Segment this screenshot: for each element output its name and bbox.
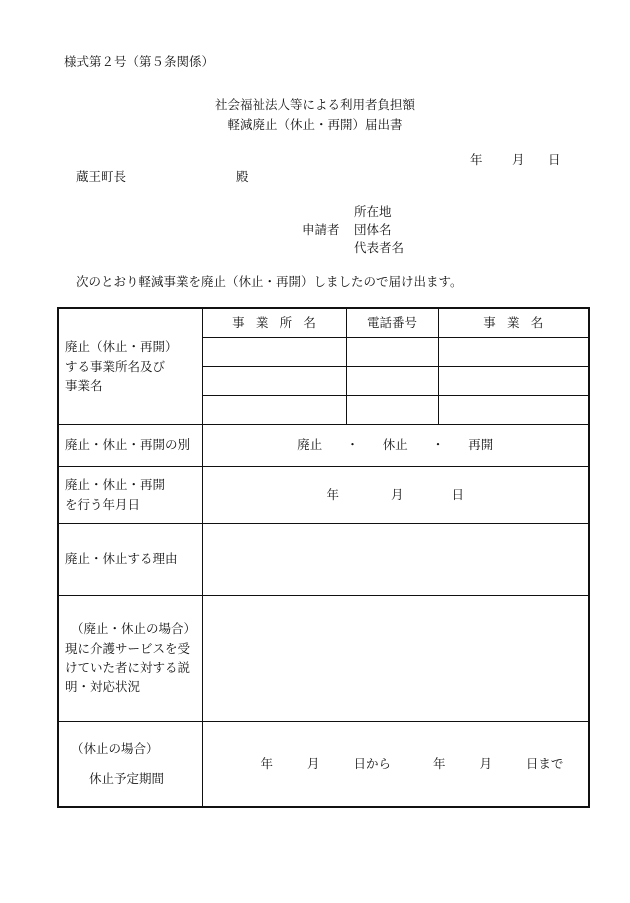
type-option-suspend[interactable]: 休止 <box>382 437 408 453</box>
phone-input[interactable] <box>346 337 438 366</box>
action-date-month: 月 <box>390 486 404 502</box>
period-label-cell <box>58 721 202 807</box>
date-label-line: 廃止・休止・再開 <box>65 477 166 493</box>
office-name-input[interactable] <box>202 395 346 424</box>
period-start-year: 年 <box>260 756 274 772</box>
type-option-abolish[interactable]: 廃止 <box>297 437 323 453</box>
notice-input[interactable] <box>202 595 589 721</box>
business-input[interactable] <box>438 366 589 395</box>
period-end-day: 日まで <box>525 756 564 772</box>
date-year-label: 年 <box>470 152 483 167</box>
intro-statement: 次のとおり軽減事業を廃止（休止・再開）しましたので届け出ます。 <box>76 274 463 289</box>
date-month-label: 月 <box>512 152 525 167</box>
notice-label-line: 明・対応状況 <box>65 679 141 695</box>
action-date-year: 年 <box>326 486 340 502</box>
document-title-line2: 軽減廃止（休止・再開）届出書 <box>227 117 403 132</box>
business-input[interactable] <box>438 337 589 366</box>
addressee-honorific: 殿 <box>236 169 249 184</box>
action-date-input[interactable] <box>202 466 589 523</box>
type-separator: ・ <box>346 437 359 453</box>
notification-form-table <box>57 307 590 808</box>
facility-label-line: 事業名 <box>65 377 103 393</box>
period-row <box>58 721 589 807</box>
phone-input[interactable] <box>346 366 438 395</box>
period-label-line: 休止予定期間 <box>89 770 165 786</box>
reason-input[interactable] <box>202 523 589 595</box>
period-end-month: 月 <box>479 756 492 772</box>
notice-label-line: 現に介護サービスを受 <box>65 640 191 656</box>
notice-label-cell <box>58 595 202 721</box>
facility-label-line: する事業所名及び <box>65 358 166 374</box>
date-row <box>58 466 589 523</box>
col-header-business: 事業名 <box>438 308 589 337</box>
reason-row <box>58 523 589 595</box>
phone-input[interactable] <box>346 395 438 424</box>
reason-label: 廃止・休止する理由 <box>58 523 202 595</box>
date-label-line: を行う年月日 <box>65 496 141 512</box>
facility-header-row <box>58 308 589 337</box>
type-separator: ・ <box>431 437 445 453</box>
applicant-address-label: 所在地 <box>354 204 392 219</box>
period-input[interactable] <box>202 721 589 807</box>
date-label-cell <box>58 466 202 523</box>
type-options-cell[interactable] <box>202 424 589 466</box>
business-input[interactable] <box>438 395 589 424</box>
action-date-day: 日 <box>451 486 464 502</box>
type-row <box>58 424 589 466</box>
period-end-year: 年 <box>432 756 446 772</box>
notice-label-line: （廃止・休止の場合） <box>71 621 197 637</box>
period-start-month: 月 <box>306 756 320 772</box>
col-header-phone: 電話番号 <box>346 308 438 337</box>
office-name-input[interactable] <box>202 366 346 395</box>
facility-label-line: 廃止（休止・再開） <box>65 339 178 355</box>
applicant-representative-label: 代表者名 <box>354 240 405 255</box>
type-option-resume[interactable]: 再開 <box>468 437 494 453</box>
facility-label-cell <box>58 308 202 424</box>
period-start-day: 日から <box>353 756 391 772</box>
col-header-office-name: 事業所名 <box>202 308 346 337</box>
period-label-line: （休止の場合） <box>71 741 159 757</box>
applicant-label: 申請者 <box>302 222 340 237</box>
office-name-input[interactable] <box>202 337 346 366</box>
type-label: 廃止・休止・再開の別 <box>58 424 202 466</box>
addressee-name: 蔵王町長 <box>76 169 127 184</box>
notice-label-line: けていた者に対する説 <box>65 660 191 675</box>
notice-row <box>58 595 589 721</box>
date-day-label: 日 <box>548 152 561 167</box>
document-title-line1: 社会福祉法人等による利用者負担額 <box>214 97 415 112</box>
form-number: 様式第２号（第５条関係） <box>64 54 215 69</box>
applicant-organization-label: 団体名 <box>354 222 392 237</box>
